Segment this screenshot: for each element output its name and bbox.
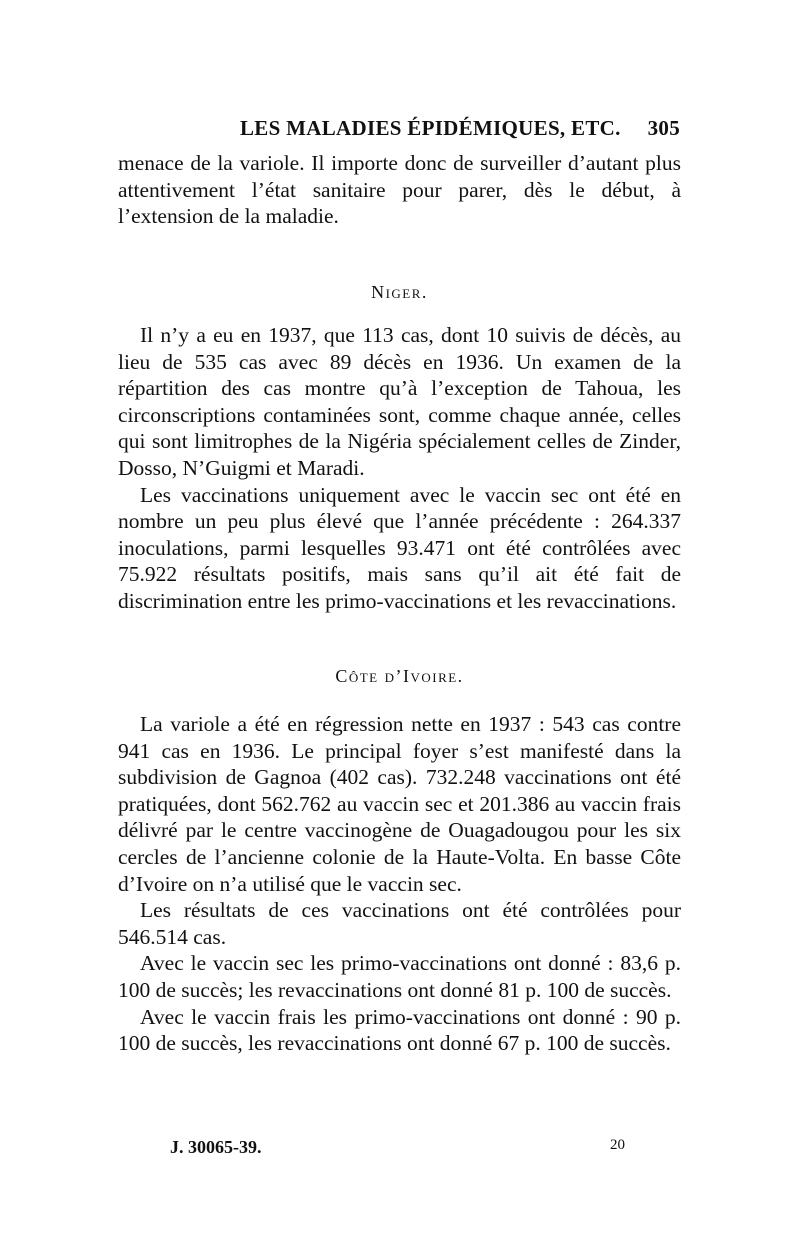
page-footer [0,1137,800,1163]
cote-ivoire-paragraph-2: Les résultats de ces vaccinations ont été contrôlées pour 546.514 cas. [118,898,681,949]
page-number: 305 [647,116,680,140]
section-heading-cote-ivoire: Côte d’Ivoire. [335,666,464,686]
cote-ivoire-paragraph-1: La variole a été en régression nette en 1937 : 543 cas contre 941 cas en 1936. Le principal foyer s’est manifesté dans la subdivision de Gagnoa (402 cas). 732.248 vaccinations ont été pratiquées, dont 562.762 au vaccin sec et 201.386 au vaccin frais délivré par le centre vaccinogène de Ouagadougou pour les six cercles de l’ancienne colonie de la Haute-Volta. En basse Côte d’Ivoire on n’a utilisé que le vaccin sec. [118,712,681,896]
niger-paragraph-2: Les vaccinations uniquement avec le vaccin sec ont été en nombre un peu plus élevé que l’année précédente : 264.337 inoculations, parmi lesquelles 93.471 ont été contrôlées avec 75.922 résultats positifs, mais sans qu’il ait été fait de discrimination entre les primo-vaccinations et les revaccinations. [118,482,681,613]
cote-ivoire-paragraph-3: Avec le vaccin sec les primo-vaccinations ont donné : 83,6 p. 100 de succès; les revaccinations ont donné 81 p. 100 de succès. [118,951,681,1002]
running-head [118,116,680,146]
intro-paragraph: menace de la variole. Il importe donc de surveiller d’autant plus attentivement l’état sanitaire pour parer, dès le début, à l’extension de la maladie. [118,151,681,229]
print-code: J. 30065-39. [170,1137,262,1157]
cote-ivoire-paragraph-4: Avec le vaccin frais les primo-vaccinations ont donné : 90 p. 100 de succès, les revaccinations ont donné 67 p. 100 de succès. [118,1004,681,1056]
niger-section [118,322,681,615]
section-heading-niger: Niger. [371,282,428,302]
running-title: LES MALADIES ÉPIDÉMIQUES, ETC. [240,116,621,140]
signature-mark: 20 [610,1137,625,1153]
intro-block [118,150,681,230]
cote-ivoire-section [118,711,681,1057]
niger-paragraph-1: Il n’y a eu en 1937, que 113 cas, dont 10 suivis de décès, au lieu de 535 cas avec 89 décès en 1936. Un examen de la répartition des cas montre qu’à l’exception de Tahoua, les circonscriptions contaminées sont, comme chaque année, celles qui sont limitrophes de la Nigéria spécialement celles de Zinder, Dosso, N’Guigmi et Maradi. [118,323,681,480]
